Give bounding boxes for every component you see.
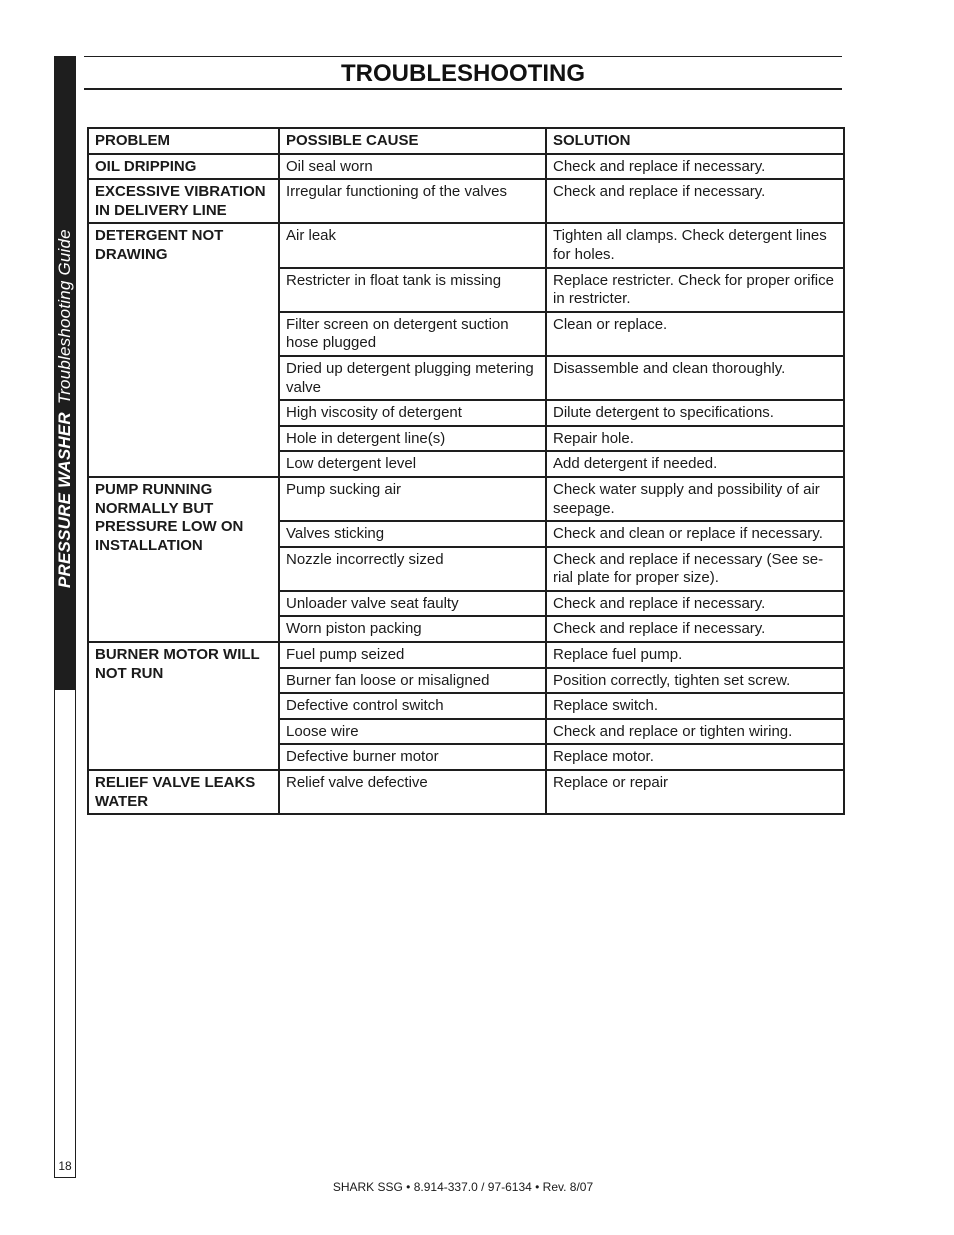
cause-cell: Dried up detergent plugging metering valve: [279, 356, 546, 400]
table-row: [88, 223, 844, 267]
table-header-row: [88, 128, 844, 154]
solution-cell: Disassemble and clean thoroughly.: [546, 356, 844, 400]
cause-cell: Relief valve defective: [279, 770, 546, 814]
cause-cell: Fuel pump seized: [279, 642, 546, 668]
cause-cell: Oil seal worn: [279, 154, 546, 180]
cause-cell: Valves sticking: [279, 521, 546, 547]
problem-cell: PUMP RUNNING NORMALLY BUT PRESSURE LOW ON INSTALLATION: [88, 477, 279, 642]
solution-cell: Replace motor.: [546, 744, 844, 770]
table-row: [88, 154, 844, 180]
cause-cell: Worn piston packing: [279, 616, 546, 642]
cause-cell: Burner fan loose or misaligned: [279, 668, 546, 694]
solution-cell: Check and clean or replace if necessary.: [546, 521, 844, 547]
solution-cell: Replace or repair: [546, 770, 844, 814]
solution-cell: Clean or replace.: [546, 312, 844, 356]
solution-cell: Check and replace if necessary.: [546, 616, 844, 642]
problem-cell: EXCESSIVE VIBRATION IN DELIVERY LINE: [88, 179, 279, 223]
troubleshooting-table: [87, 127, 845, 815]
cause-cell: Air leak: [279, 223, 546, 267]
header-solution: SOLUTION: [546, 128, 844, 154]
cause-cell: Irregular functioning of the valves: [279, 179, 546, 223]
problem-cell: BURNER MOTOR WILL NOT RUN: [88, 642, 279, 770]
side-tab-light: Troubleshooting Guide: [55, 229, 74, 405]
header-cause: POSSIBLE CAUSE: [279, 128, 546, 154]
solution-cell: Position correctly, tighten set screw.: [546, 668, 844, 694]
solution-cell: Check water supply and possibility of air seepage.: [546, 477, 844, 521]
solution-cell: Dilute detergent to specifications.: [546, 400, 844, 426]
title-rule-top: [84, 56, 842, 57]
header-problem: PROBLEM: [88, 128, 279, 154]
table-row: [88, 770, 844, 814]
solution-cell: Replace fuel pump.: [546, 642, 844, 668]
solution-cell: Tighten all clamps. Check detergent lines for holes.: [546, 223, 844, 267]
solution-cell: Add detergent if needed.: [546, 451, 844, 477]
problem-cell: RELIEF VALVE LEAKS WATER: [88, 770, 279, 814]
problem-cell: OIL DRIPPING: [88, 154, 279, 180]
solution-cell: Check and replace if necessary.: [546, 591, 844, 617]
table-row: [88, 179, 844, 223]
solution-cell: Check and replace if necessary.: [546, 179, 844, 223]
title-rule-bottom: [84, 88, 842, 90]
side-margin-line: [54, 690, 76, 1178]
cause-cell: Unloader valve seat faulty: [279, 591, 546, 617]
table-row: [88, 642, 844, 668]
cause-cell: Hole in detergent line(s): [279, 426, 546, 452]
page-number: 18: [54, 1156, 76, 1178]
problem-cell: DETERGENT NOT DRAWING: [88, 223, 279, 477]
cause-cell: Nozzle incorrectly sized: [279, 547, 546, 591]
solution-cell: Check and replace if necessary.: [546, 154, 844, 180]
table-body: [88, 154, 844, 815]
solution-cell: Check and replace if necessary (See se-rial plate for proper size).: [546, 547, 844, 591]
cause-cell: Defective burner motor: [279, 744, 546, 770]
cause-cell: Filter screen on detergent suction hose plugged: [279, 312, 546, 356]
side-tab-label: [54, 56, 76, 690]
cause-cell: Low detergent level: [279, 451, 546, 477]
solution-cell: Replace restricter. Check for proper orifice in restricter.: [546, 268, 844, 312]
cause-cell: Restricter in float tank is missing: [279, 268, 546, 312]
solution-cell: Repair hole.: [546, 426, 844, 452]
solution-cell: Replace switch.: [546, 693, 844, 719]
cause-cell: High viscosity of detergent: [279, 400, 546, 426]
cause-cell: Loose wire: [279, 719, 546, 745]
side-tab: [54, 56, 76, 690]
table-row: [88, 477, 844, 521]
footer: SHARK SSG • 8.914-337.0 / 97-6134 • Rev. 8/07: [332, 1180, 594, 1194]
cause-cell: Pump sucking air: [279, 477, 546, 521]
page-title: TROUBLESHOOTING: [341, 60, 585, 87]
cause-cell: Defective control switch: [279, 693, 546, 719]
side-tab-bold: PRESSURE WASHER: [55, 412, 74, 588]
solution-cell: Check and replace or tighten wiring.: [546, 719, 844, 745]
